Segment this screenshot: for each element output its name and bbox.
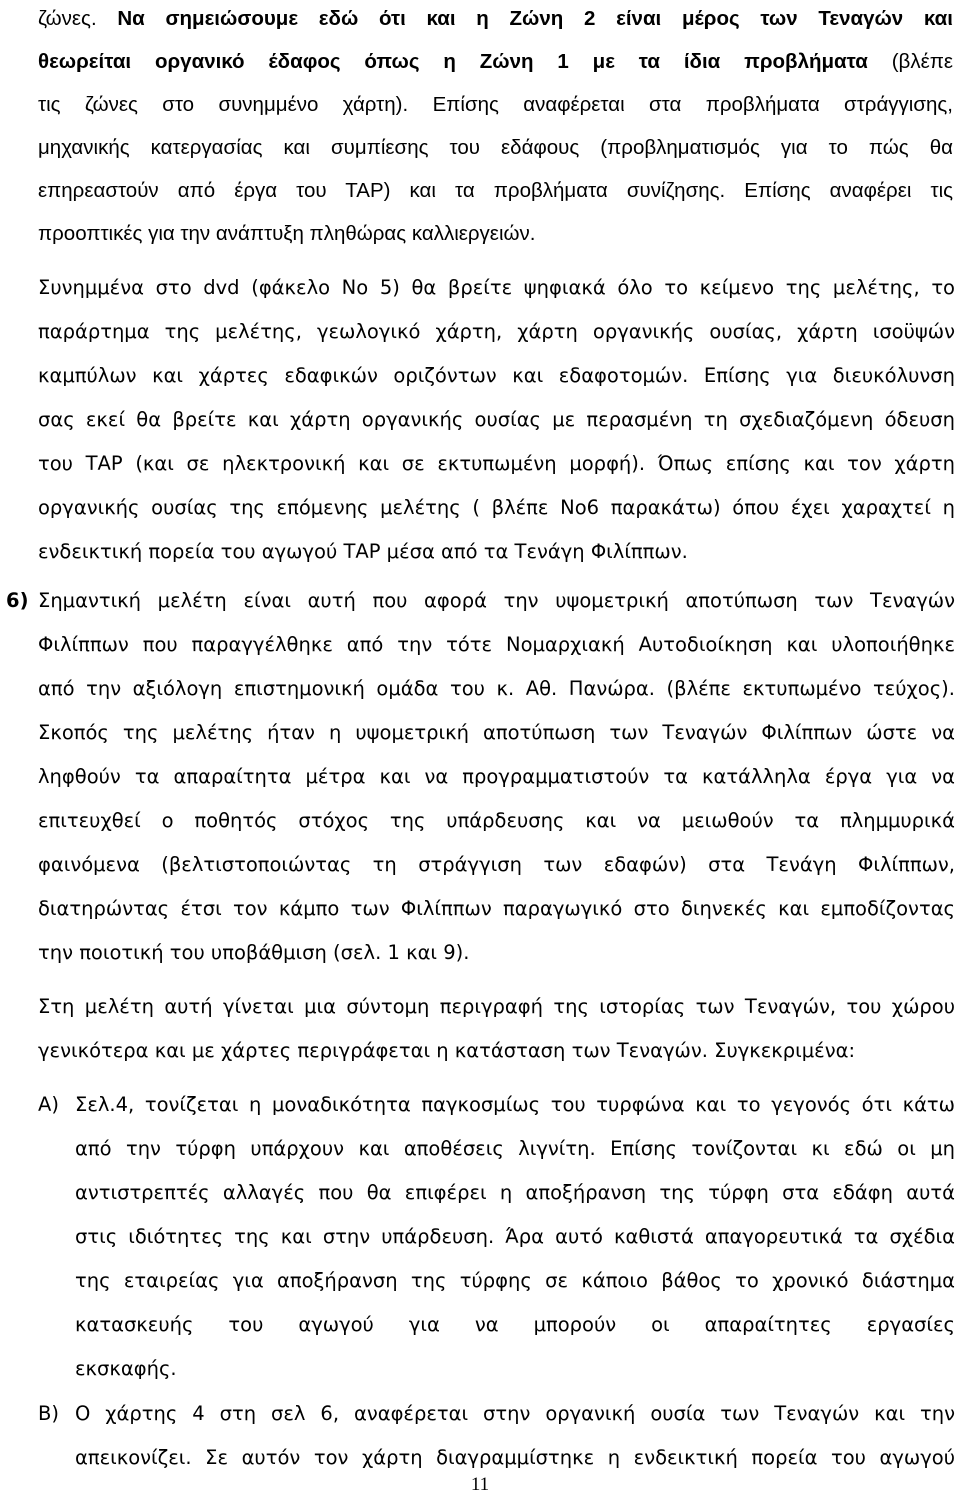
paragraph-line: από την αξιόλογη επιστημονική ομάδα του κ. Αθ. Πανώρα. (βλέπε εκτυπωμένο τεύχος). [38,677,955,700]
paragraph-line: μηχανικής κατεργασίας και συμπίεσης του εδάφους (προβληματισμός για το πώς θα [38,136,953,159]
list-marker: Α) [38,1093,59,1116]
paragraph-line: Σκοπός της μελέτης ήταν η υψομετρική αποτύπωση των Τεναγών Φιλίππων ώστε να [38,721,955,744]
paragraph-line: καμπύλων και χάρτες εδαφικών οριζόντων και εδαφοτομών. Επίσης για διευκόλυνση [38,364,955,387]
paragraph-line: σας εκεί θα βρείτε και χάρτη οργανικής ουσίας με περασμένη τη σχεδιαζόμενη όδευση [38,408,955,431]
paragraph-line: Φιλίππων που παραγγέλθηκε από την τότε Νομαρχιακή Αυτοδιοίκηση και υλοποιήθηκε [38,633,955,656]
paragraph-line: γενικότερα και με χάρτες περιγράφεται η κατάσταση των Τεναγών. Συγκεκριμένα: [38,1039,856,1062]
paragraph-line: ληφθούν τα απαραίτητα μέτρα και να προγραμματιστούν τα κατάλληλα έργα για να [38,765,955,788]
paragraph-line: εκσκαφής. [75,1357,177,1380]
bold-text-run: θεωρείται οργανικό έδαφος όπως η Ζώνη 1 με τα ίδια προβλήματα [38,50,868,73]
paragraph-line: τις ζώνες στο συνημμένο χάρτη). Επίσης αναφέρεται στα προβλήματα στράγγισης, [38,93,953,116]
paragraph-line: στις ιδιότητες της και στην υπάρδευση. Άρα αυτό καθιστά απαγορευτικά τα σχέδια [75,1225,955,1248]
paragraph-line: Συνημμένα στο dvd (φάκελο Νο 5) θα βρείτε ψηφιακά όλο το κείμενο της μελέτης, το [38,276,955,299]
paragraph-line: της εταιρείας για αποξήρανση της τύρφης σε κάποιο βάθος το χρονικό διάστημα [75,1269,955,1292]
paragraph-line: απεικονίζει. Σε αυτόν τον χάρτη διαγραμμίστηκε η ενδεικτική πορεία του αγωγού [75,1446,955,1469]
paragraph-line: του ΤΑΡ (και σε ηλεκτρονική και σε εκτυπωμένη μορφή). Όπως επίσης και τον χάρτη [38,452,955,475]
paragraph-line: Σελ.4, τονίζεται η μοναδικότητα παγκοσμίως του τυρφώνα και το γεγονός ότι κάτω [75,1093,955,1116]
paragraph-line: Στη μελέτη αυτή γίνεται μια σύντομη περιγραφή της ιστορίας των Τεναγών, του χώρου [38,995,955,1018]
paragraph-line: επηρεαστούν από έργα του ΤΑΡ) και τα προβλήματα συνίζησης. Επίσης αναφέρει τις [38,179,953,202]
paragraph-line [38,50,953,74]
paragraph-line: φαινόμενα (βελτιστοποιώντας τη στράγγιση των εδαφών) στα Τενάγη Φιλίππων, [38,853,955,876]
paragraph-line: Σημαντική μελέτη είναι αυτή που αφορά την υψομετρική αποτύπωση των Τεναγών [38,589,955,612]
item-number: 6) [6,589,29,612]
paragraph-line: την ποιοτική του υποβάθμιση (σελ. 1 και 9). [38,941,470,964]
paragraph-line: επιτευχθεί ο ποθητός στόχος της υπάρδευσης και να μειωθούν τα πλημμυρικά [38,809,955,832]
paragraph-line: αντιστρεπτές αλλαγές που θα επιφέρει η αποξήρανση της τύρφη στα εδάφη αυτά [75,1181,955,1204]
text-run: ζώνες. [38,7,118,30]
paragraph-line: κατασκευής του αγωγού για να μπορούν οι απαραίτητες εργασίες [75,1313,955,1336]
paragraph-line: προοπτικές για την ανάπτυξη πληθώρας καλλιεργειών. [38,222,536,245]
paragraph-line: διατηρώντας έτσι τον κάμπο των Φιλίππων παραγωγικό στο διηνεκές και εμποδίζοντας [38,897,955,920]
paragraph-line [38,7,953,31]
paragraph-line: ενδεικτική πορεία του αγωγού ΤΑΡ μέσα από τα Τενάγη Φιλίππων. [38,540,688,563]
paragraph-line: παράρτημα της μελέτης, γεωλογικό χάρτη, χάρτη οργανικής ουσίας, χάρτη ισοϋψών [38,320,955,343]
paragraph-line: Ο χάρτης 4 στη σελ 6, αναφέρεται στην οργανική ουσία των Τεναγών και την [75,1402,955,1425]
list-marker: Β) [38,1402,59,1425]
paragraph-line: από την τύρφη υπάρχουν και αποθέσεις λιγνίτη. Επίσης τονίζονται κι εδώ οι μη [75,1137,955,1160]
text-run: (βλέπε [867,50,953,73]
page-number: 11 [470,1474,490,1495]
bold-text-run: Να σημειώσουμε εδώ ότι και η Ζώνη 2 είναι μέρος των Τεναγών και [117,7,953,30]
paragraph-line: οργανικής ουσίας της επόμενης μελέτης ( βλέπε Νο6 παρακάτω) όπου έχει χαραχτεί η [38,496,955,519]
